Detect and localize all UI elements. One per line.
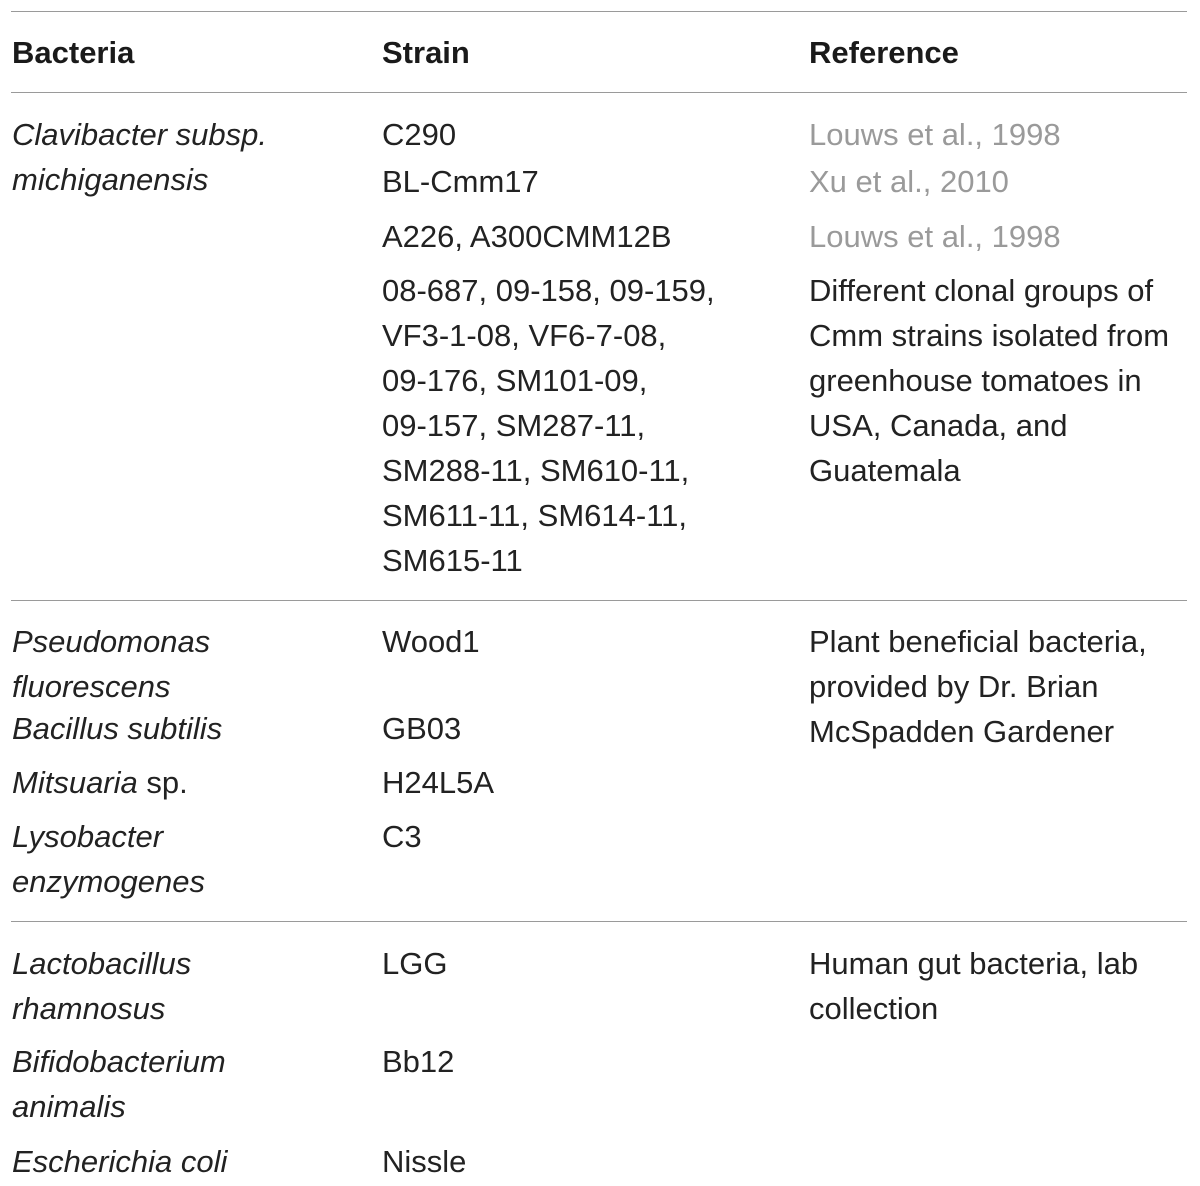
strain-cell: VF3-1-08, VF6-7-08, <box>382 318 667 353</box>
header-reference: Reference <box>809 35 959 70</box>
bacteria-name: Clavibacter subsp. <box>12 117 268 152</box>
strain-cell: 08-687, 09-158, 09-159, <box>382 273 715 308</box>
reference-text: provided by Dr. Brian <box>809 669 1099 704</box>
reference-link[interactable]: Xu et al., 2010 <box>809 164 1009 199</box>
bacteria-name: animalis <box>12 1089 126 1124</box>
bacteria-suffix: sp. <box>137 765 188 800</box>
reference-link[interactable]: Louws et al., 1998 <box>809 117 1061 152</box>
strain-cell: A226, A300CMM12B <box>382 219 672 254</box>
bacteria-name: Lactobacillus <box>12 946 192 981</box>
reference-text: Human gut bacteria, lab <box>809 946 1139 981</box>
strain-cell: H24L5A <box>382 765 495 800</box>
table-top-rule <box>11 11 1187 12</box>
bacteria-name: Bifidobacterium <box>12 1044 226 1079</box>
reference-text: Cmm strains isolated from <box>809 318 1170 353</box>
reference-link[interactable]: Louws et al., 1998 <box>809 219 1061 254</box>
header-strain: Strain <box>382 35 470 70</box>
header-bacteria: Bacteria <box>12 35 135 70</box>
strain-cell: SM615-11 <box>382 543 523 578</box>
strain-cell: LGG <box>382 946 448 981</box>
group-rule <box>11 921 1187 922</box>
group-rule <box>11 600 1187 601</box>
bacteria-name: michiganensis <box>12 162 209 197</box>
strain-cell: SM288-11, SM610-11, <box>382 453 690 488</box>
bacteria-genus: Mitsuaria <box>12 765 138 800</box>
strain-cell: C290 <box>382 117 457 152</box>
reference-text: greenhouse tomatoes in <box>809 363 1142 398</box>
bacteria-name: Pseudomonas <box>12 624 211 659</box>
bacteria-name: Bacillus subtilis <box>12 711 223 746</box>
bacteria-name: Lysobacter <box>12 819 164 854</box>
strain-cell: 09-176, SM101-09, <box>382 363 648 398</box>
reference-text: collection <box>809 991 939 1026</box>
bacteria-name: Escherichia coli <box>12 1144 228 1179</box>
strain-cell: Nissle <box>382 1144 467 1179</box>
bacteria-name: rhamnosus <box>12 991 166 1026</box>
strain-cell: 09-157, SM287-11, <box>382 408 646 443</box>
reference-text: USA, Canada, and <box>809 408 1068 443</box>
strain-cell: BL-Cmm17 <box>382 164 539 199</box>
reference-text: Guatemala <box>809 453 961 488</box>
strain-cell: SM611-11, SM614-11, <box>382 498 687 533</box>
bacteria-name: enzymogenes <box>12 864 206 899</box>
strain-cell: C3 <box>382 819 422 854</box>
header-rule <box>11 92 1187 93</box>
strain-cell: Wood1 <box>382 624 480 659</box>
strain-cell: GB03 <box>382 711 462 746</box>
bacteria-name: fluorescens <box>12 669 171 704</box>
bacteria-name <box>12 760 188 805</box>
reference-text: Plant beneficial bacteria, <box>809 624 1147 659</box>
strain-cell: Bb12 <box>382 1044 455 1079</box>
reference-text: McSpadden Gardener <box>809 714 1115 749</box>
reference-text: Different clonal groups of <box>809 273 1154 308</box>
